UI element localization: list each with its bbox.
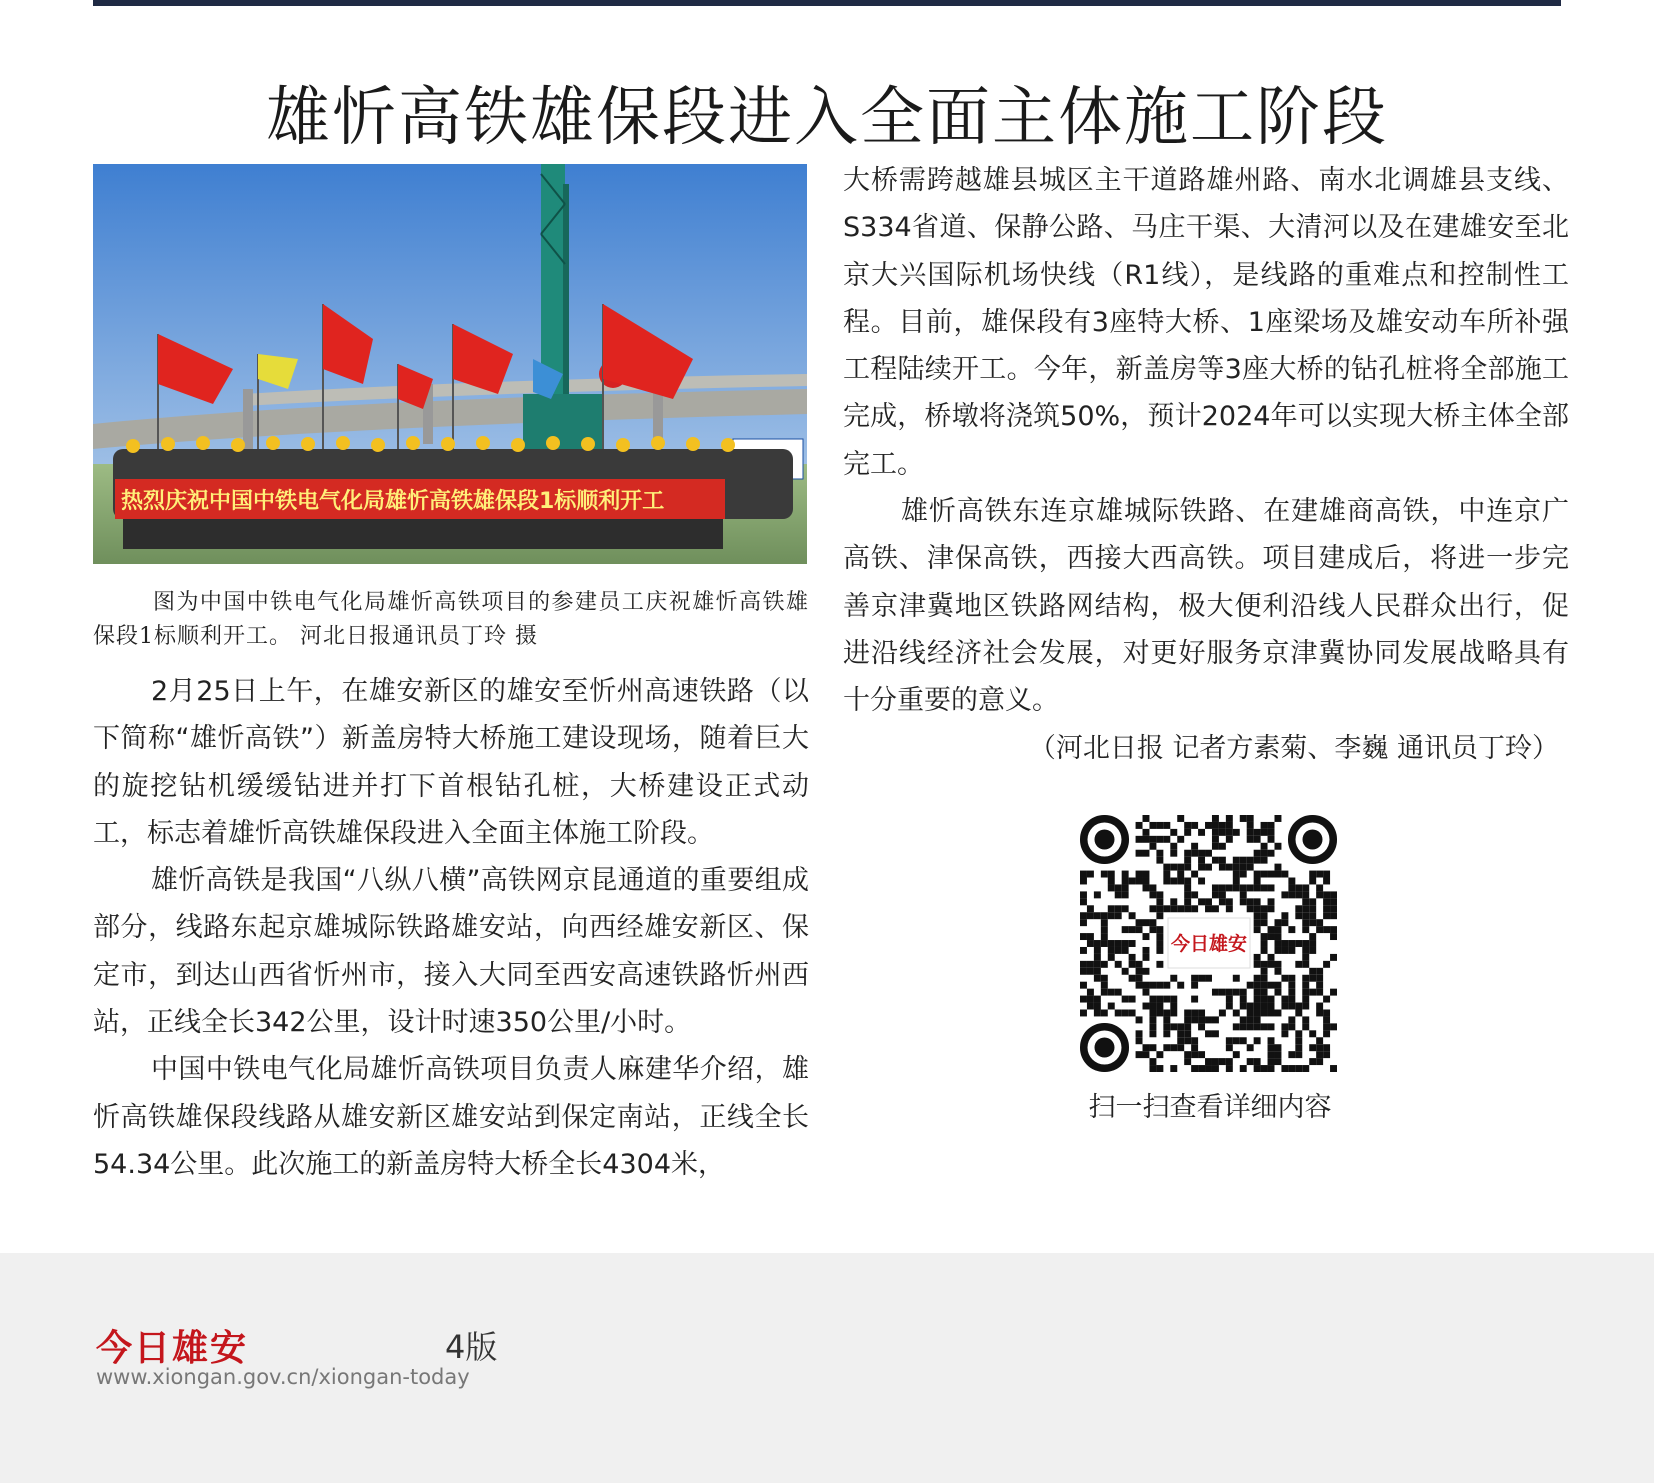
qr-center-logo: 今日雄安: [1170, 933, 1248, 955]
article-title: 雄忻高铁雄保段进入全面主体施工阶段: [266, 80, 1388, 155]
body-paragraph-continued: 大桥需跨越雄县城区主干道路雄州路、南水北调雄县支线、S334省道、保静公路、马庄干渠、大清河以及在建雄安至北京大兴国际机场快线（R1线），是线路的重难点和控制性工程。目前，雄保段有3座特大桥、1座梁场及雄安动车所补强工程陆续开工。今年，新盖房等3座大桥的钻孔桩将全部施工完成，桥墩将浇筑50%，预计2024年可以实现大桥主体全部完工。: [843, 165, 1569, 480]
top-bar: [93, 0, 1561, 6]
photo-caption: [93, 586, 809, 654]
byline: （河北日报 记者方素菊、李巍 通讯员丁玲）: [1028, 732, 1559, 764]
caption-text: 图为中国中铁电气化局雄忻高铁项目的参建员工庆祝雄忻高铁雄保段1标顺利开工。 河北日报通讯员丁玲 摄: [93, 590, 809, 649]
left-column: [93, 668, 809, 1188]
body-paragraph: 雄忻高铁东连京雄城际铁路、在建雄商高铁，中连京广高铁、津保高铁，西接大西高铁。项目建成后，将进一步完善京津冀地区铁路网结构，极大便利沿线人民群众出行，促进沿线经济社会发展，对更好服务京津冀协同发展战略具有十分重要的意义。: [843, 496, 1569, 717]
right-column: [843, 157, 1569, 772]
news-photo: [93, 164, 807, 564]
body-paragraph: 雄忻高铁是我国“八纵八横”高铁网京昆通道的重要组成部分，线路东起京雄城际铁路雄安站，向西经雄安新区、保定市，到达山西省忻州市，接入大同至西安高速铁路忻州西站，正线全长342公里，设计时速350公里/小时。: [93, 865, 809, 1039]
edition-number: 4版: [445, 1328, 498, 1366]
site-url[interactable]: www.xiongan.gov.cn/xiongan-today: [96, 1365, 470, 1389]
qr-code[interactable]: [1080, 815, 1337, 1072]
brand-logo: 今日雄安: [96, 1327, 249, 1369]
body-paragraph: 中国中铁电气化局雄忻高铁项目负责人麻建华介绍，雄忻高铁雄保段线路从雄安新区雄安站到保定南站，正线全长54.34公里。此次施工的新盖房特大桥全长4304米，: [93, 1054, 809, 1180]
banner-text: 热烈庆祝中国中铁电气化局雄忻高铁雄保段1标顺利开工: [121, 489, 665, 514]
qr-label: 扫一扫查看详细内容: [1088, 1092, 1332, 1123]
body-paragraph: 2月25日上午，在雄安新区的雄安至忻州高速铁路（以下简称“雄忻高铁”）新盖房特大桥施工建设现场，随着巨大的旋挖钻机缓缓钻进并打下首根钻孔桩，大桥建设正式动工，标志着雄忻高铁雄保段进入全面主体施工阶段。: [93, 676, 809, 849]
